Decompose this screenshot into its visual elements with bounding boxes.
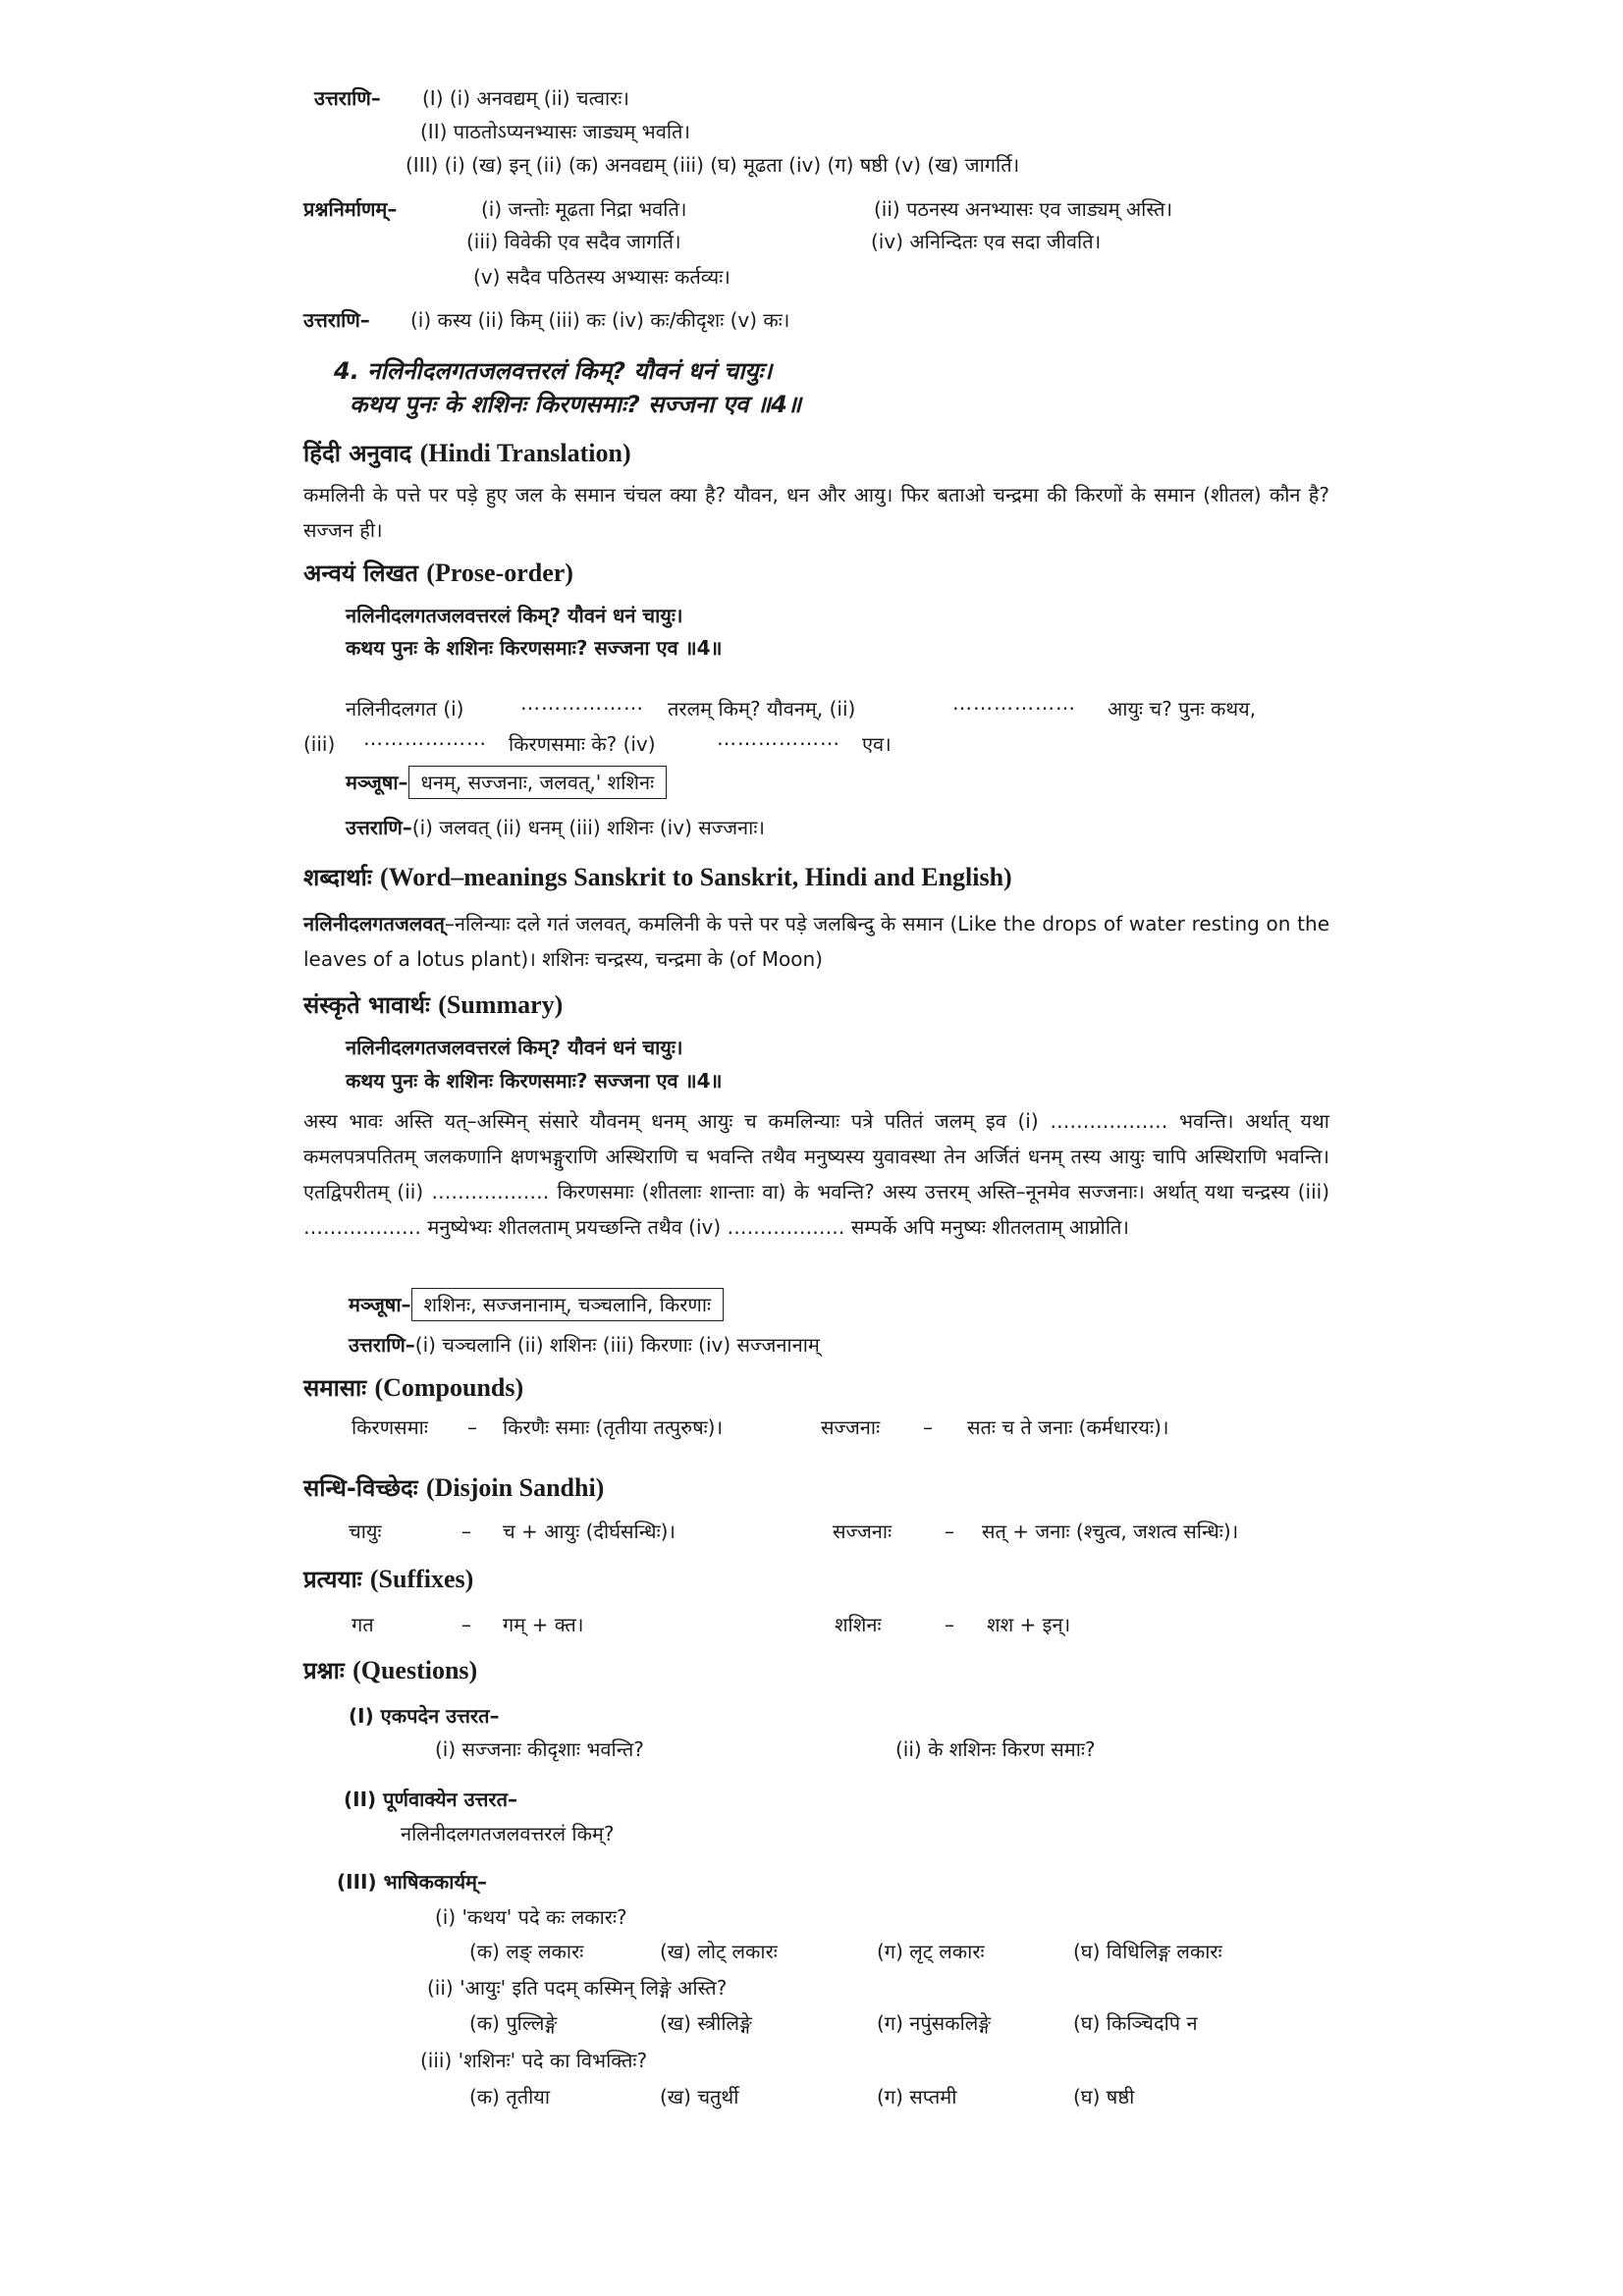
compound-word: सज्जनाः <box>821 1415 881 1439</box>
meaning: –नलिन्याः दले गतं जलवत्, कमलिनी के पत्ते पर पड़े जलबिन्दु के समान (Like the drops of water resting on the leaves of a lotus plant)। शशिनः चन्द्रस्य, चन्द्रमा के (of Moon) <box>303 912 1329 971</box>
question-item: (ii) पठनस्य अनभ्यासः एव जाड्यम् अस्ति। <box>874 197 1173 221</box>
section-heading <box>303 1566 473 1593</box>
suffix-word: शशिनः <box>835 1613 882 1636</box>
fill-part: किरणसमाः के? (iv) <box>509 732 656 756</box>
term: नलिनीदलगतजलवत् <box>303 912 445 935</box>
dash: – <box>467 1415 477 1439</box>
heading-hi: समासाः <box>303 1374 367 1402</box>
section-heading <box>303 1374 523 1402</box>
summary-text: अस्य भावः अस्ति यत्–अस्मिन् संसारे यौवनम् धनम् आयुः च कमलिन्याः पत्रे पतितं जलम् इव (i) ……………… भवन्ति। अर्थात् यथा कमलपत्रपतितम् जलकणानि क्षणभङ्गुराणि अस्थिराणि च भवन्ति तथैव मनुष्यस्य युवावस्था तेन अर्जितं धनम् तस्य आयुः चापि अस्थिराणि भवन्ति। एतद्विपरीतम् (ii) ……………… किरणसमाः (शीतलाः शान्ताः वा) के भवन्ति? अस्य उत्तरम् अस्ति–नूनमेव सज्जनाः। अर्थात् यथा चन्द्रस्य (iii) ……………… मनुष्येभ्यः शीतलताम् प्रयच्छन्ति तथैव (iv) ……………… सम्पर्के अपि मनुष्यः शीतलताम् आप्नोति। <box>303 1109 1329 1239</box>
heading-en: (Suffixes) <box>369 1565 474 1593</box>
heading-hi: शब्दार्थाः <box>303 864 372 891</box>
mcq-option[interactable]: (घ) षष्ठी <box>1073 2085 1135 2109</box>
heading-hi: हिंदी अनुवाद <box>303 440 412 467</box>
answers-label: उत्तराणि– <box>303 308 370 332</box>
section-heading <box>303 991 563 1019</box>
question-item: नलिनीदलगतजलवत्तरलं किम्? <box>401 1822 615 1845</box>
answers-row <box>349 1331 820 1359</box>
answers-row <box>346 814 765 841</box>
answers-label: उत्तराणि– <box>349 1333 415 1357</box>
mcq-option[interactable]: (ख) स्त्रीलिङ्गे <box>660 2011 752 2035</box>
answers-label: उत्तराणि– <box>346 816 412 839</box>
mcq-option[interactable]: (क) पुल्लिङ्गे <box>469 2011 558 2035</box>
compound-word: किरणसमाः <box>352 1415 428 1439</box>
verse-line: कथय पुनः के शशिनः किरणसमाः? सज्जना एव ॥4॥ <box>346 1069 723 1093</box>
answers-text: (i) चञ्चलानि (ii) शशिनः (iii) किरणाः (iv) सज्जनानाम् <box>414 1333 820 1357</box>
blank[interactable]: ……………… <box>363 726 487 750</box>
blank[interactable]: ……………… <box>952 691 1076 715</box>
answer-line: (i) कस्य (ii) किम् (iii) कः (iv) कः/कीदृशः (v) कः। <box>410 308 790 332</box>
section-heading <box>303 1657 477 1684</box>
heading-hi: अन्वयं लिखत <box>303 560 418 587</box>
word-box-label: मञ्जूषा– <box>346 771 408 794</box>
heading-en: (Disjoin Sandhi) <box>425 1473 605 1502</box>
word-box: धनम्, सज्जनाः, जलवत्,' शशिनः <box>408 766 668 799</box>
mcq-option[interactable]: (ग) लृट् लकारः <box>877 1940 985 1963</box>
word-box: शशिनः, सज्जनानाम्, चञ्चलानि, किरणाः <box>411 1288 725 1321</box>
verse-line: कथय पुनः के शशिनः किरणसमाः? सज्जना एव ॥4॥ <box>346 636 723 660</box>
question-item: (ii) के शशिनः किरण समाः? <box>895 1737 1096 1761</box>
answers-label: उत्तराणि– <box>314 86 381 110</box>
answer-line: (II) पाठतोऽप्यनभ्यासः जाड्यम् भवति। <box>420 120 690 143</box>
suffix-word: गत <box>352 1613 374 1636</box>
question-making-label: प्रश्ननिर्माणम्– <box>303 197 398 221</box>
heading-hi: प्रत्ययाः <box>303 1566 362 1593</box>
heading-en: (Prose-order) <box>426 559 573 587</box>
word-box-row <box>346 766 667 799</box>
question-item: (i) जन्तोः मूढता निद्रा भवति। <box>481 197 687 221</box>
fill-part: तरलम् किम्? यौवनम्, (ii) <box>668 697 856 721</box>
sandhi-value: च + आयुः (दीर्घसन्धिः)। <box>503 1520 676 1543</box>
translation-text: कमलिनी के पत्ते पर पड़े हुए जल के समान चंचल क्या है? यौवन, धन और आयु। फिर बताओ चन्द्रमा की किरणों के समान (शीतल) कौन है? सज्जन ही। <box>303 483 1329 542</box>
heading-en: (Hindi Translation) <box>419 439 631 467</box>
mcq-question: (iii) 'शशिनः' पदे का विभक्तिः? <box>420 2049 648 2072</box>
verse-line: नलिनीदलगतजलवत्तरलं किम्? यौवनं धनं चायुः। <box>346 604 683 627</box>
dash: – <box>945 1520 954 1543</box>
word-box-label: मञ्जूषा– <box>349 1293 411 1316</box>
mcq-option[interactable]: (ख) लोट् लकारः <box>660 1940 778 1963</box>
word-box-row <box>349 1288 724 1321</box>
suffix-value: शश + इन्। <box>987 1613 1071 1636</box>
fill-part: (iii) <box>303 732 336 756</box>
fill-part: नलिनीदलगत (i) <box>346 697 464 721</box>
sandhi-word: चायुः <box>349 1520 382 1543</box>
question-group-label: (I) एकपदेन उत्तरत– <box>349 1704 500 1728</box>
mcq-option[interactable]: (ख) चतुर्थी <box>660 2085 739 2109</box>
heading-en: (Questions) <box>352 1656 478 1684</box>
heading-hi: प्रश्नाः <box>303 1657 345 1684</box>
heading-en: (Summary) <box>438 990 564 1019</box>
verse-line: 4. नलिनीदलगतजलवत्तरलं किम्? यौवनं धनं चायुः। <box>334 357 773 385</box>
answer-line: (III) (i) (ख) इन् (ii) (क) अनवद्यम् (iii) (घ) मूढता (iv) (ग) षष्ठी (v) (ख) जागर्ति। <box>406 153 1020 177</box>
verse-line: नलिनीदलगतजलवत्तरलं किम्? यौवनं धनं चायुः। <box>346 1036 683 1059</box>
dash: – <box>945 1613 954 1636</box>
dash: – <box>923 1415 933 1439</box>
question-group-label: (II) पूर्णवाक्येन उत्तरत– <box>344 1788 517 1811</box>
mcq-option[interactable]: (क) लङ् लकारः <box>469 1940 584 1963</box>
sandhi-word: सज्जनाः <box>833 1520 893 1543</box>
section-heading <box>303 864 1012 891</box>
section-heading <box>303 1474 604 1502</box>
compound-value: किरणैः समाः (तृतीया तत्पुरुषः)। <box>503 1415 724 1439</box>
section-heading <box>303 560 573 587</box>
mcq-question: (ii) 'आयुः' इति पदम् कस्मिन् लिङ्गे अस्ति? <box>427 1976 728 2000</box>
section-heading <box>303 440 631 467</box>
answer-line: (I) (i) अनवद्यम् (ii) चत्वारः। <box>422 86 629 110</box>
heading-en: (Compounds) <box>374 1373 524 1402</box>
dash: – <box>461 1520 471 1543</box>
heading-hi: संस्कृते भावार्थः <box>303 991 430 1019</box>
question-item: (iv) अनिन्दितः एव सदा जीवति। <box>871 230 1102 253</box>
question-group-label: (III) भाषिककार्यम्– <box>337 1870 488 1894</box>
verse-line: कथय पुनः के शशिनः किरणसमाः? सज्जना एव ॥4॥ <box>350 391 802 418</box>
heading-hi: सन्धि-विच्छेदः <box>303 1474 418 1502</box>
mcq-option[interactable]: (ग) सप्तमी <box>877 2085 957 2109</box>
fill-part: आयुः च? पुनः कथय, <box>1108 697 1257 721</box>
question-item: (iii) विवेकी एव सदैव जागर्ति। <box>466 230 681 253</box>
blank[interactable]: ……………… <box>520 691 644 715</box>
mcq-option[interactable]: (क) तृतीया <box>469 2085 551 2109</box>
mcq-option[interactable]: (ग) नपुंसकलिङ्गे <box>877 2011 991 2035</box>
word-meaning-text <box>303 906 1329 977</box>
compound-value: सतः च ते जनाः (कर्मधारयः)। <box>967 1415 1169 1439</box>
mcq-option[interactable]: (घ) विधिलिङ्ग लकारः <box>1073 1940 1222 1963</box>
suffix-value: गम् + क्त। <box>503 1613 584 1636</box>
mcq-option[interactable]: (घ) किञ्चिदपि न <box>1073 2011 1198 2035</box>
sandhi-value: सत् + जनाः (श्चुत्व, जशत्व सन्धिः)। <box>982 1520 1239 1543</box>
blank[interactable]: ……………… <box>717 726 840 750</box>
dash: – <box>461 1613 471 1636</box>
fill-part: एव। <box>862 732 892 756</box>
mcq-question: (i) 'कथय' पदे कः लकारः? <box>435 1905 627 1929</box>
question-item: (i) सज्जनाः कीदृशाः भवन्ति? <box>435 1737 644 1761</box>
question-item: (v) सदैव पठितस्य अभ्यासः कर्तव्यः। <box>473 265 730 289</box>
heading-en: (Word–meanings Sanskrit to Sanskrit, Hindi and English) <box>380 863 1012 891</box>
answers-text: (i) जलवत् (ii) धनम् (iii) शशिनः (iv) सज्जनाः। <box>411 816 765 839</box>
